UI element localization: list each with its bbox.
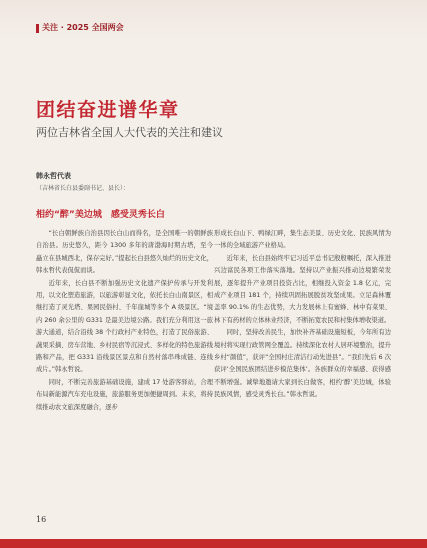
paragraph: “长白朝鲜族自治县因长白山而得名，是全国唯一的朝鲜族自治县。历史悠久，距今 1300 多年的唐渤海时期古塔，至今矗立在县城西北，保存完好。”提起长白县悠久灿烂的历史文化，韩永哲代表侃侃而谈。 <box>36 230 213 275</box>
paragraph: 形成长白山下、鸭绿江畔，集生态美景、历史文化、民族风情为一体的全域旅游产业格局。 <box>214 230 391 250</box>
page-number: 16 <box>36 515 47 524</box>
section-marker <box>36 24 39 33</box>
section-heading: 相约“醉”美边城 感受灵秀长白 <box>36 210 165 220</box>
paragraph: 同时，不断完善旅游基础设施，建成 17 处游客驿站，合理布局新能源汽车充电设施，旅游服务更加便捷周到。未来，将持续推动农文旅深度融合，逐步 <box>36 378 213 411</box>
article-subtitle: 两位吉林省全国人大代表的关注和建议 <box>36 126 223 139</box>
section-label: 关注 · 2025 全国两会 <box>42 23 124 32</box>
top-banner <box>0 0 427 40</box>
right-column <box>214 228 391 402</box>
bottom-band <box>0 539 427 548</box>
left-column <box>36 228 213 414</box>
author-name: 韩永哲代表 <box>36 172 71 180</box>
author-title: （吉林省长白县委副书记、县长）： <box>36 185 130 192</box>
article-title: 团结奋进谱华章 <box>36 99 180 121</box>
paragraph: 近年来，长白县始终牢记习近平总书记殷殷嘱托，深入推进兴边富民各项工作落实落地。坚持以产业振兴推动边境繁荣发展，逐年提升产业项目投资占比，相继投入资金 1.8 亿元，完成产业项目 181 个，持续巩固拓展脱贫攻坚成果。立足森林覆盖率 90.1% 的生态优势，大力发展林上有蜜蜂、林中有菜果、林下有药材的立体林业经济，不断拓宽农民和村集体增收渠道。 <box>214 254 391 324</box>
paragraph: 近年来，长白县不断加强历史文化遗产保护传承与开发利用，以文化塑造旅游，以旅游彰显文化，依托长白山南景区，相继打造了灵光塔、果园民俗村、千年崖城等多个 A 级景区。“境内 260 余公里的 G331 是最美边境公路。我们充分利用这一旅游大通道，结合沿线 38 个行政村产业特色，打造了民俗旅游、蔬果采摘、房车营地、乡村民宿等沉浸式、多样化的特色旅游线路和产品，把 G331 沿线景区景点和自然村落串珠成链、连线成片。”韩永哲说。 <box>36 279 213 374</box>
paragraph: 同时，坚持改善民生，加快补齐基础设施短板，今年所有边境村将实现行政管网全覆盖。持续深化农村人居环境整治，提升乡村“颜值”，获评“全国村庄清洁行动先进县”。“我们先后 6 次获评‘全国民族团结进步模范集体’。各族群众的幸福感、获得感不断增强。诚挚地邀请大家到长白做客，相约‘醉’美边城，体验民族风情，感受灵秀长白。”韩永哲说。 <box>214 329 391 399</box>
